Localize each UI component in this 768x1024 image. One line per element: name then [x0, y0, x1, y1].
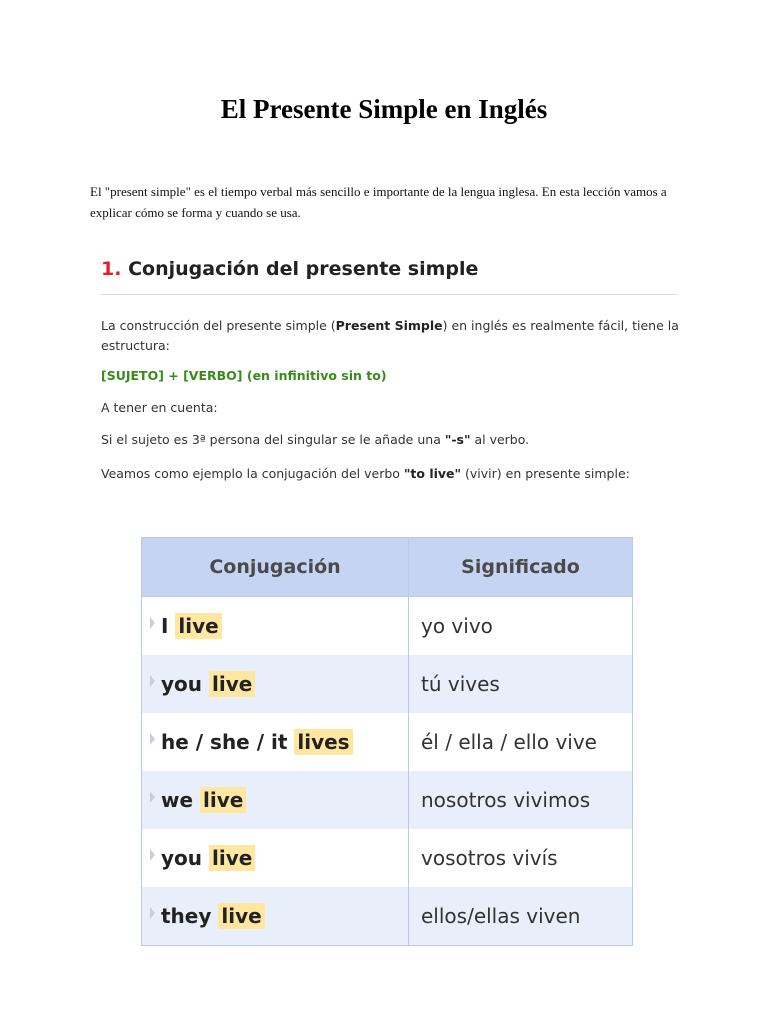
construction-text-b: ) en inglés es realmente fácil, tiene la estructura: [101, 318, 679, 353]
subject: they [161, 904, 212, 928]
meaning-cell: ellos/ellas viven [409, 887, 633, 946]
example-intro [101, 464, 691, 484]
example-text-b: (vivir) en presente simple: [461, 466, 630, 481]
conjugation-table [141, 537, 633, 946]
table-row [142, 597, 633, 656]
conjugation-cell [142, 713, 409, 771]
rule-text-b: al verbo. [470, 432, 530, 447]
subject: we [161, 788, 194, 812]
third-person-rule [101, 430, 691, 450]
section-number: 1. [101, 258, 122, 280]
header-conjugacion: Conjugación [142, 538, 409, 597]
meaning-cell: yo vivo [409, 597, 633, 656]
triangle-marker-icon [150, 675, 155, 687]
subject: you [161, 846, 203, 870]
meaning-cell: tú vives [409, 655, 633, 713]
verb-highlight: live [218, 903, 264, 929]
triangle-marker-icon [150, 907, 155, 919]
conjugation-cell [142, 771, 409, 829]
verb-highlight: live [200, 787, 246, 813]
triangle-marker-icon [150, 849, 155, 861]
verb-highlight: lives [294, 729, 352, 755]
header-significado: Significado [409, 538, 633, 597]
meaning-cell: vosotros vivís [409, 829, 633, 887]
construction-bold: Present Simple [335, 318, 443, 333]
section-heading [101, 258, 478, 280]
structure-formula: [SUJETO] + [VERBO] (en infinitivo sin to) [101, 368, 387, 383]
table-header-row [142, 538, 633, 597]
subject: I [161, 614, 169, 638]
verb-highlight: live [209, 671, 255, 697]
table-row [142, 887, 633, 946]
section-divider [101, 294, 678, 295]
page-title: El Presente Simple en Inglés [220, 94, 548, 124]
rule-text-a: Si el sujeto es 3ª persona del singular se le añade una [101, 432, 445, 447]
conjugation-cell [142, 655, 409, 713]
meaning-cell: nosotros vivimos [409, 771, 633, 829]
triangle-marker-icon [150, 733, 155, 745]
meaning-cell: él / ella / ello vive [409, 713, 633, 771]
verb-highlight: live [209, 845, 255, 871]
verb-highlight: live [175, 613, 221, 639]
note-label: A tener en cuenta: [101, 400, 218, 415]
section-heading-text: Conjugación del presente simple [128, 258, 479, 280]
construction-paragraph [101, 316, 691, 356]
table-row [142, 713, 633, 771]
subject: you [161, 672, 203, 696]
conjugation-cell [142, 887, 409, 946]
conjugation-cell [142, 829, 409, 887]
intro-paragraph: El "present simple" es el tiempo verbal más sencillo e importante de la lengua inglesa. En esta lección vamos a explicar cómo se forma y cuando se usa. [90, 184, 667, 220]
conjugation-cell [142, 597, 409, 656]
example-bold: "to live" [403, 466, 462, 481]
rule-bold: "-s" [444, 432, 471, 447]
triangle-marker-icon [150, 617, 155, 629]
construction-text-a: La construcción del presente simple ( [101, 318, 336, 333]
subject: he / she / it [161, 730, 288, 754]
table-row [142, 771, 633, 829]
example-text-a: Veamos como ejemplo la conjugación del verbo [101, 466, 404, 481]
table-row [142, 655, 633, 713]
table-row [142, 829, 633, 887]
triangle-marker-icon [150, 791, 155, 803]
